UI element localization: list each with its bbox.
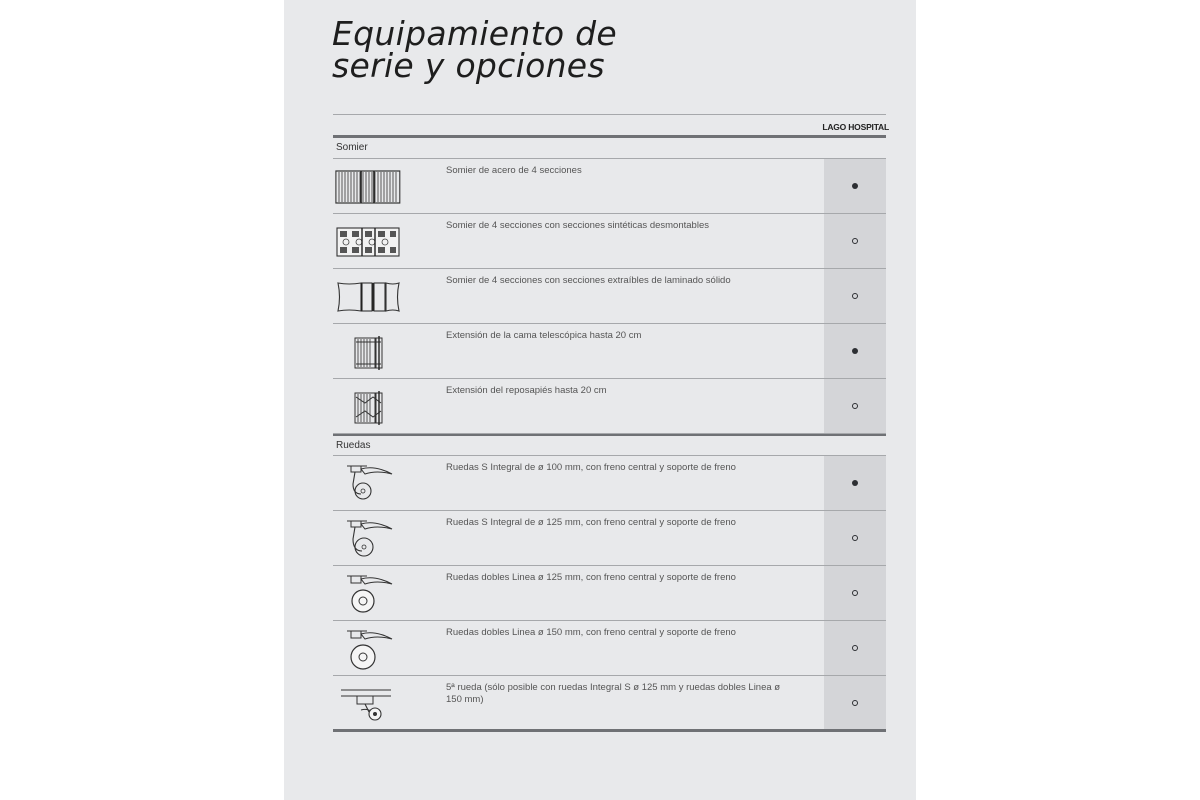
table-row [333,676,886,732]
availability-cell [824,676,886,729]
table-row [333,269,886,324]
double-caster-icon [335,625,401,671]
row-description: Ruedas dobles Linea ø 150 mm, con freno central y soporte de freno [446,627,736,638]
laminate-platform-icon [335,273,401,319]
row-description: Ruedas dobles Linea ø 125 mm, con freno central y soporte de freno [446,572,736,583]
availability-cell [824,214,886,268]
standard-filled-dot-icon [852,480,858,486]
standard-filled-dot-icon [852,183,858,189]
option-open-dot-icon [852,700,858,706]
row-description: Somier de 4 secciones con secciones extraíbles de laminado sólido [446,275,731,286]
equipment-table [333,114,889,732]
section-label-somier: Somier [333,138,886,159]
table-row [333,159,886,214]
title-line-2: serie y opciones [332,46,605,85]
option-open-dot-icon [852,535,858,541]
single-caster-icon [335,515,401,561]
section-label-ruedas: Ruedas [333,434,886,456]
footrest-extension-icon [335,383,401,429]
table-row [333,379,886,434]
availability-cell [824,159,886,213]
double-caster-icon [335,570,401,616]
option-open-dot-icon [852,238,858,244]
steel-platform-icon [335,163,401,209]
standard-filled-dot-icon [852,348,858,354]
availability-cell [824,379,886,433]
title-line-1: Equipamiento de [332,14,617,53]
row-description: 5ª rueda (sólo posible con ruedas Integral S ø 125 mm y ruedas dobles Linea ø 150 mm) [446,682,781,705]
table-row [333,566,886,621]
table-row [333,324,886,379]
availability-cell [824,269,886,323]
option-open-dot-icon [852,293,858,299]
page-title [332,14,617,85]
option-open-dot-icon [852,645,858,651]
availability-cell [824,324,886,378]
option-open-dot-icon [852,403,858,409]
fifth-wheel-icon [335,680,401,726]
bed-extension-icon [335,328,401,374]
row-description: Ruedas S Integral de ø 125 mm, con freno central y soporte de freno [446,517,736,528]
table-row [333,456,886,511]
column-header-row [333,115,889,138]
availability-cell [824,511,886,565]
column-header-lago-hospital: LAGO HOSPITAL [822,122,889,132]
row-description: Ruedas S Integral de ø 100 mm, con freno central y soporte de freno [446,462,736,473]
option-open-dot-icon [852,590,858,596]
availability-cell [824,566,886,620]
single-caster-icon [335,460,401,506]
synthetic-platform-icon [335,218,401,264]
row-description: Extensión del reposapiés hasta 20 cm [446,385,607,396]
availability-cell [824,621,886,675]
table-row [333,214,886,269]
table-row [333,621,886,676]
document-page [284,0,916,800]
row-description: Somier de acero de 4 secciones [446,165,582,176]
row-description: Somier de 4 secciones con secciones sintéticas desmontables [446,220,709,231]
availability-cell [824,456,886,510]
row-description: Extensión de la cama telescópica hasta 20 cm [446,330,642,341]
table-row [333,511,886,566]
